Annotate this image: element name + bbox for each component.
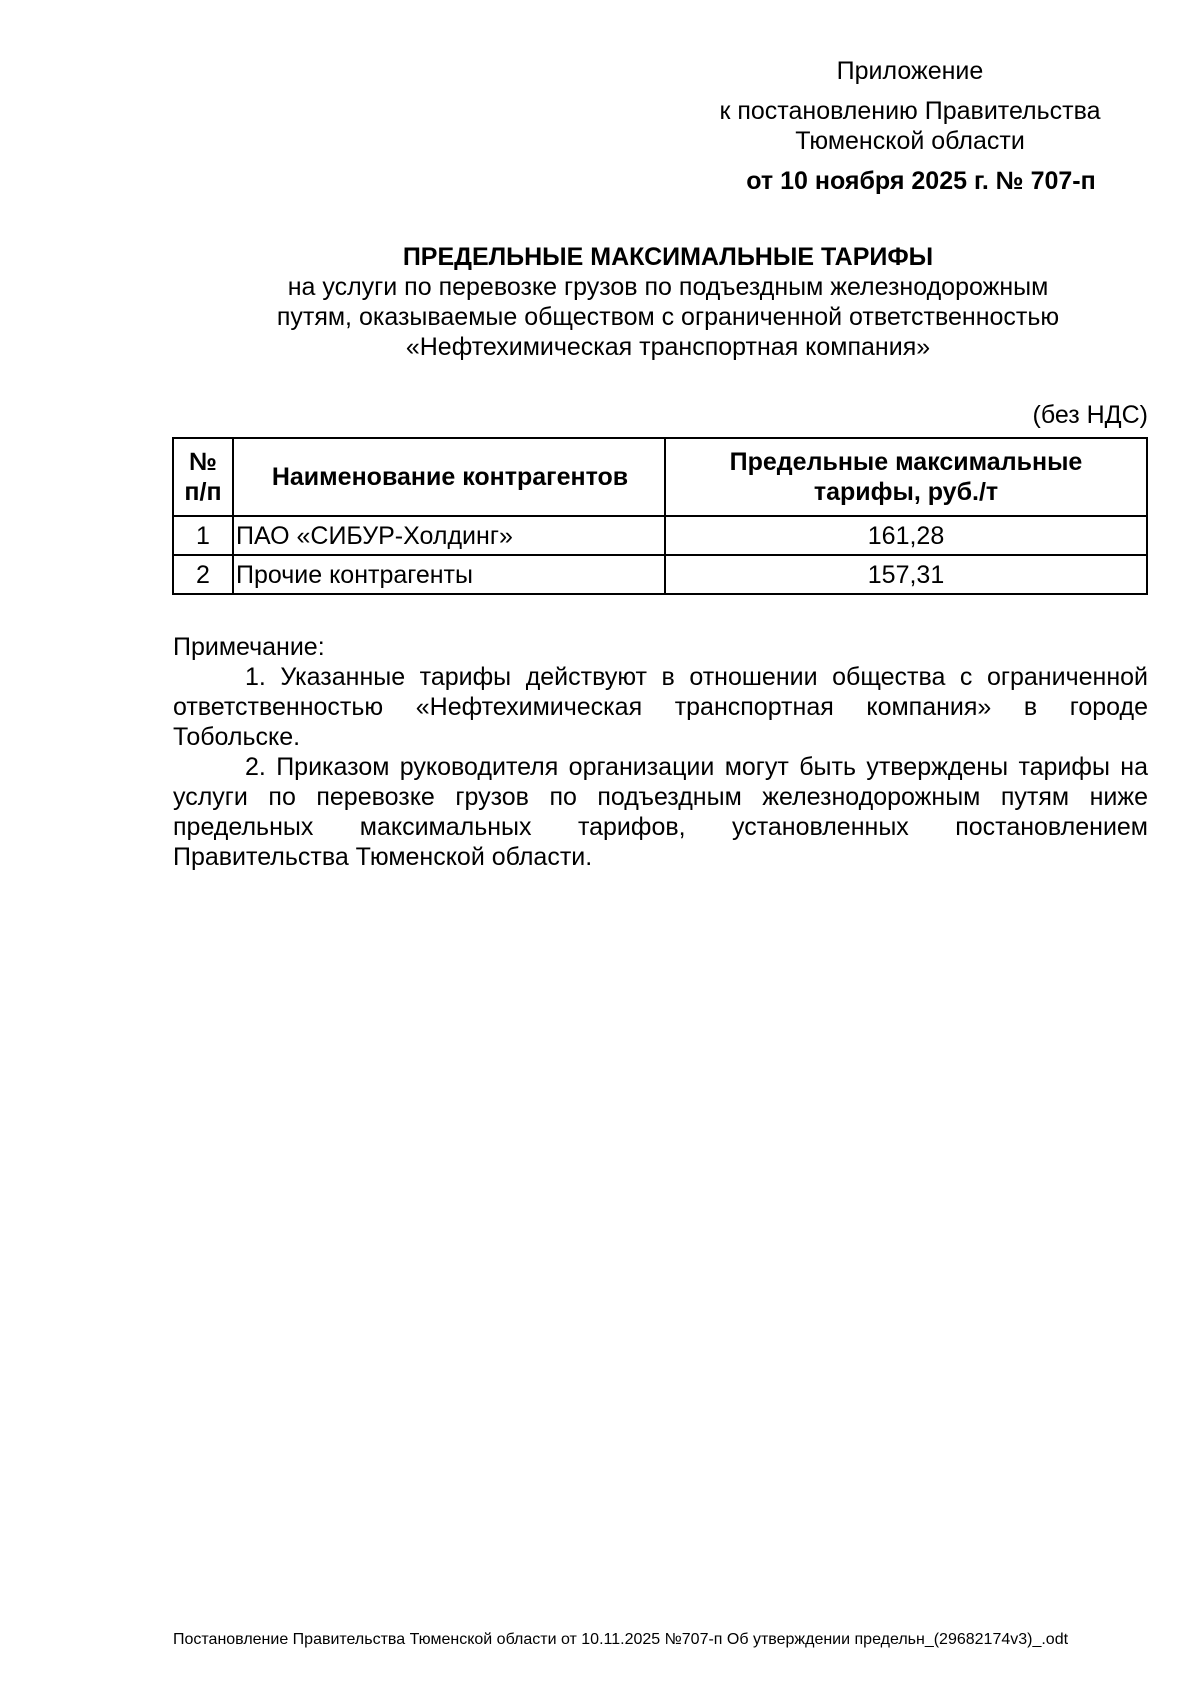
vat-note: (без НДС) (1032, 401, 1148, 429)
note-item-2: 2. Приказом руководителя организации могут быть утверждены тарифы на услуги по перевозке грузов по подъездным железнодорожным путям ниже предельных максимальных тарифов, установленных постановлением Правительства Тюменской области. (173, 753, 1148, 871)
table-header-row (173, 438, 1147, 516)
header-tariff-line-1: Предельные максимальные (729, 448, 1083, 476)
appendix-line-1: к постановлению Правительства (719, 97, 1101, 125)
appendix-header (690, 56, 1130, 196)
row-num: 2 (173, 555, 233, 594)
row-tariff: 161,28 (665, 516, 1147, 555)
header-tariff-line-2: тарифы, руб./т (813, 478, 999, 506)
document-title-block (173, 242, 1163, 362)
row-num: 1 (173, 516, 233, 555)
row-name: Прочие контрагенты (233, 555, 665, 594)
document-subtitle-line-1: на услуги по перевозке грузов по подъездным железнодорожным (287, 273, 1049, 301)
appendix-title: Приложение (836, 57, 984, 85)
table-row (173, 555, 1147, 594)
document-subtitle-line-2: путям, оказываемые обществом с ограниченной ответственностью (276, 303, 1060, 331)
row-name: ПАО «СИБУР-Холдинг» (233, 516, 665, 555)
note-item-1: 1. Указанные тарифы действуют в отношении общества с ограниченной ответственностью «Нефтехимическая транспортная компания» в городе Тобольске. (173, 663, 1148, 751)
footer-filename: Постановление Правительства Тюменской области от 10.11.2025 №707-п Об утверждении предельн_(29682174v3)_.odt (173, 1631, 1069, 1648)
document-title: ПРЕДЕЛЬНЫЕ МАКСИМАЛЬНЫЕ ТАРИФЫ (402, 243, 934, 271)
notes-label: Примечание: (173, 633, 325, 661)
header-name (233, 438, 665, 516)
header-num (173, 438, 233, 516)
notes-block (173, 632, 1148, 872)
header-num-line-1: № (189, 448, 217, 476)
appendix-date: от 10 ноября 2025 г. № 707-п (746, 167, 1096, 195)
tariff-table (172, 437, 1148, 595)
document-subtitle-line-3: «Нефтехимическая транспортная компания» (405, 333, 931, 361)
header-num-line-2: п/п (184, 478, 222, 506)
header-tariff (665, 438, 1147, 516)
row-tariff: 157,31 (665, 555, 1147, 594)
table-row (173, 516, 1147, 555)
appendix-line-2: Тюменской области (795, 127, 1025, 155)
header-name-text: Наименование контрагентов (271, 463, 629, 491)
